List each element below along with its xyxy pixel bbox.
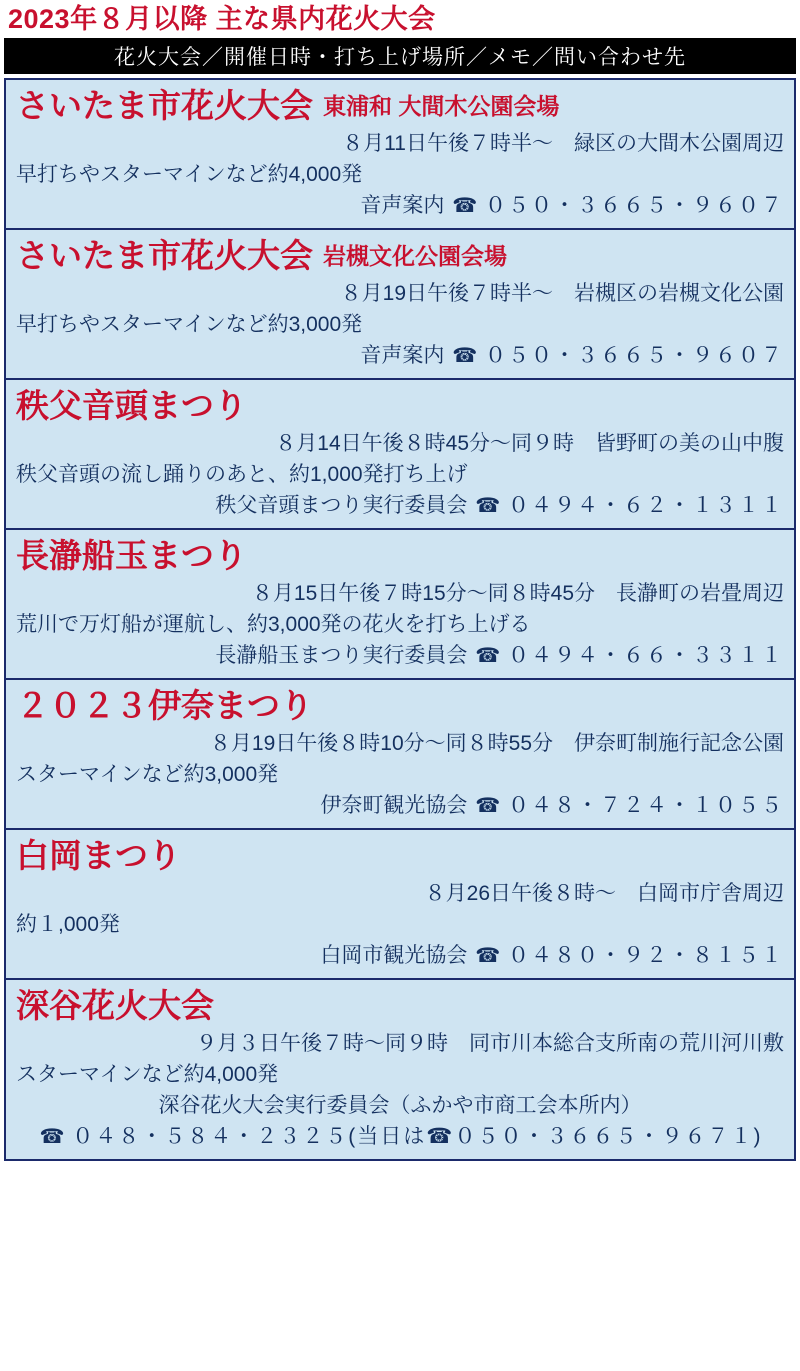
- event-name: [16, 836, 784, 876]
- event-when: ８月26日午後８時～ 白岡市庁舎周辺: [424, 882, 784, 905]
- event-tel: ０５０・３６６５・９６０７: [485, 194, 784, 217]
- phone-icon: ☎: [475, 645, 501, 667]
- event-tel: ０４８０・９２・８１５１: [508, 944, 784, 967]
- event-tel: ０５０・３６６５・９６０７: [485, 344, 784, 367]
- event-name: [16, 386, 784, 426]
- event-contact: [16, 640, 784, 672]
- event-name: [16, 686, 784, 726]
- event-tel: ０４９４・６６・３３１１: [508, 644, 784, 667]
- event-name-text: さいたま市花火大会: [16, 237, 313, 274]
- column-headers-band: [4, 38, 796, 74]
- event-contact-label: 音声案内: [360, 344, 445, 367]
- event-when: ８月15日午後７時15分～同８時45分 長瀞町の岩畳周辺: [251, 582, 784, 605]
- event-name-text: 深谷花火大会: [16, 987, 214, 1024]
- event-memo: 早打ちやスターマインなど約4,000発: [16, 163, 363, 186]
- event-contact-label: 長瀞船玉まつり実行委員会: [215, 644, 468, 667]
- event-name: [16, 536, 784, 576]
- event-venue: 東浦和 大間木公園会場: [323, 93, 560, 119]
- event-contact: [16, 1121, 784, 1153]
- event-name-text: さいたま市花火大会: [16, 87, 313, 124]
- phone-icon: ☎: [452, 195, 478, 217]
- event-memo: スターマインなど約3,000発: [16, 763, 279, 786]
- event-contact-label: 伊奈町観光協会: [320, 794, 468, 817]
- page-title: 2023年８月以降 主な県内花火大会: [8, 4, 436, 34]
- event-contact-label: 白岡市観光協会: [320, 944, 468, 967]
- column-headers-label: 花火大会／開催日時・打ち上げ場所／メモ／問い合わせ先: [114, 46, 686, 69]
- event-contact: [16, 940, 784, 972]
- table-row: [6, 530, 794, 680]
- event-memo: 荒川で万灯船が運航し、約3,000発の花火を打ち上げる: [16, 613, 531, 636]
- event-venue: 岩槻文化公園会場: [323, 243, 507, 269]
- phone-icon: ☎: [475, 495, 501, 517]
- phone-icon: ☎: [452, 345, 478, 367]
- event-when: ８月14日午後８時45分～同９時 皆野町の美の山中腹: [275, 432, 784, 455]
- table-row: [6, 680, 794, 830]
- event-contact: [16, 490, 784, 522]
- event-when: ８月19日午後８時10分～同８時55分 伊奈町制施行記念公園: [209, 732, 784, 755]
- table-row: [6, 230, 794, 380]
- event-name: [16, 986, 784, 1026]
- event-contact-label: 音声案内: [360, 194, 445, 217]
- event-contact: [16, 190, 784, 222]
- table-row: [6, 380, 794, 530]
- event-name-text: 白岡まつり: [16, 837, 181, 874]
- event-tel: ０４８・７２４・１０５５: [508, 794, 784, 817]
- table-row: [6, 80, 794, 230]
- event-tel: ０４９４・６２・１３１１: [508, 494, 784, 517]
- events-table: [4, 78, 796, 1161]
- phone-icon: ☎: [475, 945, 501, 967]
- event-memo: スターマインなど約4,000発: [16, 1063, 279, 1086]
- phone-icon: ☎: [475, 795, 501, 817]
- event-contact: [16, 790, 784, 822]
- event-memo: 秩父音頭の流し踊りのあと、約1,000発打ち上げ: [16, 463, 468, 486]
- event-contact: [16, 340, 784, 372]
- event-when: ８月11日午後７時半～ 緑区の大間木公園周辺: [342, 132, 784, 155]
- event-name: [16, 236, 784, 276]
- table-row: [6, 830, 794, 980]
- event-contact-label: 深谷花火大会実行委員会（ふかや市商工会本所内）: [158, 1094, 642, 1117]
- event-name-text: ２０２３伊奈まつり: [16, 687, 313, 724]
- event-contact-label: 秩父音頭まつり実行委員会: [215, 494, 468, 517]
- event-name-text: 秩父音頭まつり: [16, 387, 247, 424]
- event-name: [16, 86, 784, 126]
- event-name-text: 長瀞船玉まつり: [16, 537, 247, 574]
- page-title-bar: [0, 0, 800, 38]
- event-when: ９月３日午後７時～同９時 同市川本総合支所南の荒川河川敷: [196, 1032, 784, 1055]
- event-memo: 早打ちやスターマインなど約3,000発: [16, 313, 363, 336]
- event-tel: ０４８・５８４・２３２５(当日は☎０５０・３６６５・９６７１): [72, 1125, 763, 1148]
- phone-icon: ☎: [39, 1126, 65, 1148]
- event-memo: 約１,000発: [16, 913, 120, 936]
- table-row: [6, 980, 794, 1159]
- event-when: ８月19日午後７時半～ 岩槻区の岩槻文化公園: [340, 282, 784, 305]
